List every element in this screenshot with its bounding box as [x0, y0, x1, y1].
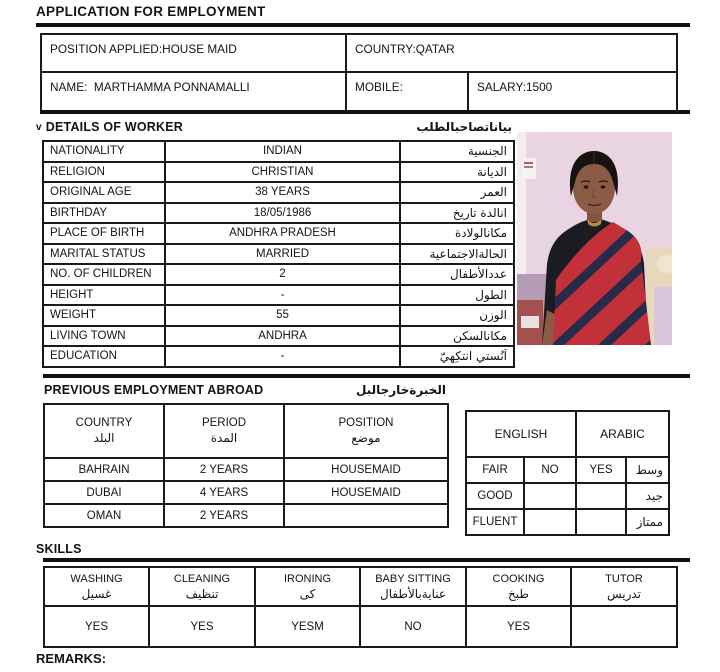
level-label: FLUENT	[466, 509, 524, 535]
field-value: 2	[165, 264, 400, 285]
skill-answer	[571, 606, 677, 647]
table-row	[43, 244, 514, 265]
table-row	[43, 141, 514, 162]
table-row	[44, 458, 448, 481]
field-label: MARITAL STATUS	[43, 244, 165, 265]
table-row	[466, 457, 669, 483]
field-value: ANDHRA PRADESH	[165, 223, 400, 244]
skills-table	[43, 566, 678, 648]
field-label-arabic: العمر	[400, 182, 514, 203]
field-label: HEIGHT	[43, 285, 165, 306]
country-value: DUBAI	[44, 481, 164, 504]
details-table	[42, 140, 515, 368]
arabic-answer	[576, 509, 626, 535]
field-label: EDUCATION	[43, 346, 165, 367]
column-header: WASHING غسيل	[44, 567, 149, 606]
field-value: 18/05/1986	[165, 203, 400, 224]
field-label-arabic: عددالأطفال	[400, 264, 514, 285]
field-value: -	[165, 346, 400, 367]
mobile-cell: MOBILE:	[346, 72, 468, 111]
field-label-arabic: اَنُستي انتكِهيّ	[400, 346, 514, 367]
level-label-arabic: جيد	[626, 483, 669, 509]
arabic-answer	[576, 483, 626, 509]
field-label: PLACE OF BIRTH	[43, 223, 165, 244]
field-label-arabic: الحالةالاجتماعية	[400, 244, 514, 265]
top-info-table	[40, 33, 678, 112]
english-answer	[524, 483, 576, 509]
collapse-marker: v	[36, 122, 42, 133]
employment-title: PREVIOUS EMPLOYMENT ABROAD	[44, 383, 264, 397]
table-row	[43, 264, 514, 285]
country-cell: COUNTRY:QATAR	[346, 34, 677, 72]
column-header: IRONING كى	[255, 567, 360, 606]
languages-table	[465, 410, 670, 536]
field-value: INDIAN	[165, 141, 400, 162]
level-label-arabic: ممتاز	[626, 509, 669, 535]
employment-section-header	[44, 383, 446, 397]
field-label: NATIONALITY	[43, 141, 165, 162]
table-row	[41, 34, 677, 72]
level-label: FAIR	[466, 457, 524, 483]
table-row	[43, 305, 514, 326]
details-title-arabic: بياناتصاحبالطلب	[416, 120, 512, 134]
field-label: WEIGHT	[43, 305, 165, 326]
position-value: HOUSEMAID	[284, 458, 448, 481]
level-label: GOOD	[466, 483, 524, 509]
field-value: 38 YEARS	[165, 182, 400, 203]
table-row	[43, 285, 514, 306]
field-label-arabic: الديانة	[400, 162, 514, 183]
arabic-answer: YES	[576, 457, 626, 483]
position-applied-cell: POSITION APPLIED:HOUSE MAID	[41, 34, 346, 72]
field-value: -	[165, 285, 400, 306]
table-header-row	[44, 404, 448, 458]
column-header: CLEANING تنظيف	[149, 567, 255, 606]
skills-title: SKILLS	[36, 542, 82, 556]
field-value: ANDHRA	[165, 326, 400, 347]
remarks-label: REMARKS:	[36, 651, 107, 666]
arabic-header: ARABIC	[576, 411, 669, 457]
table-row	[43, 182, 514, 203]
position-value	[284, 504, 448, 527]
field-label: BIRTHDAY	[43, 203, 165, 224]
table-row	[466, 483, 669, 509]
table-row	[466, 509, 669, 535]
field-value: 55	[165, 305, 400, 326]
column-header: TUTOR تدريس	[571, 567, 677, 606]
period-value: 4 YEARS	[164, 481, 284, 504]
table-row	[43, 326, 514, 347]
column-header: BABY SITTING عنايةبالأطفال	[360, 567, 466, 606]
table-row	[43, 223, 514, 244]
field-label: NO. OF CHILDREN	[43, 264, 165, 285]
skill-answer: YES	[149, 606, 255, 647]
period-value: 2 YEARS	[164, 504, 284, 527]
field-label-arabic: الوزن	[400, 305, 514, 326]
worker-photo	[517, 132, 672, 345]
page-title: APPLICATION FOR EMPLOYMENT	[36, 4, 690, 27]
english-header: ENGLISH	[466, 411, 576, 457]
country-value: OMAN	[44, 504, 164, 527]
field-label-arabic: انالدة تاريخ	[400, 203, 514, 224]
field-label: ORIGINAL AGE	[43, 182, 165, 203]
country-value: BAHRAIN	[44, 458, 164, 481]
period-value: 2 YEARS	[164, 458, 284, 481]
field-value: CHRISTIAN	[165, 162, 400, 183]
salary-cell: SALARY:1500	[468, 72, 677, 111]
field-value: MARRIED	[165, 244, 400, 265]
name-cell: NAME: MARTHAMMA PONNAMALLI	[41, 72, 346, 111]
column-header: COOKING طبخ	[466, 567, 571, 606]
field-label-arabic: مكانالسكن	[400, 326, 514, 347]
english-answer: NO	[524, 457, 576, 483]
table-row	[41, 72, 677, 111]
employment-table	[43, 403, 449, 528]
divider	[40, 110, 690, 114]
column-header: POSITION موضع	[284, 404, 448, 458]
table-row	[43, 162, 514, 183]
table-row	[43, 346, 514, 367]
divider	[43, 374, 690, 378]
details-title: v DETAILS OF WORKER	[36, 120, 183, 134]
field-label: LIVING TOWN	[43, 326, 165, 347]
divider	[43, 558, 690, 562]
table-row	[44, 504, 448, 527]
skill-answer: YES	[44, 606, 149, 647]
table-row	[44, 606, 677, 647]
field-label-arabic: مكانالولادة	[400, 223, 514, 244]
details-section-header	[36, 120, 512, 134]
field-label-arabic: الطول	[400, 285, 514, 306]
level-label-arabic: وسط	[626, 457, 669, 483]
field-label: RELIGION	[43, 162, 165, 183]
skill-answer: YES	[466, 606, 571, 647]
skill-answer: YESM	[255, 606, 360, 647]
table-row	[44, 481, 448, 504]
english-answer	[524, 509, 576, 535]
field-label-arabic: الجنسية	[400, 141, 514, 162]
table-header-row	[466, 411, 669, 457]
skill-answer: NO	[360, 606, 466, 647]
column-header: PERIOD المدة	[164, 404, 284, 458]
table-row	[43, 203, 514, 224]
employment-title-arabic: الخبرةخارجالبل	[355, 383, 446, 397]
position-value: HOUSEMAID	[284, 481, 448, 504]
table-header-row	[44, 567, 677, 606]
column-header: COUNTRY البلد	[44, 404, 164, 458]
